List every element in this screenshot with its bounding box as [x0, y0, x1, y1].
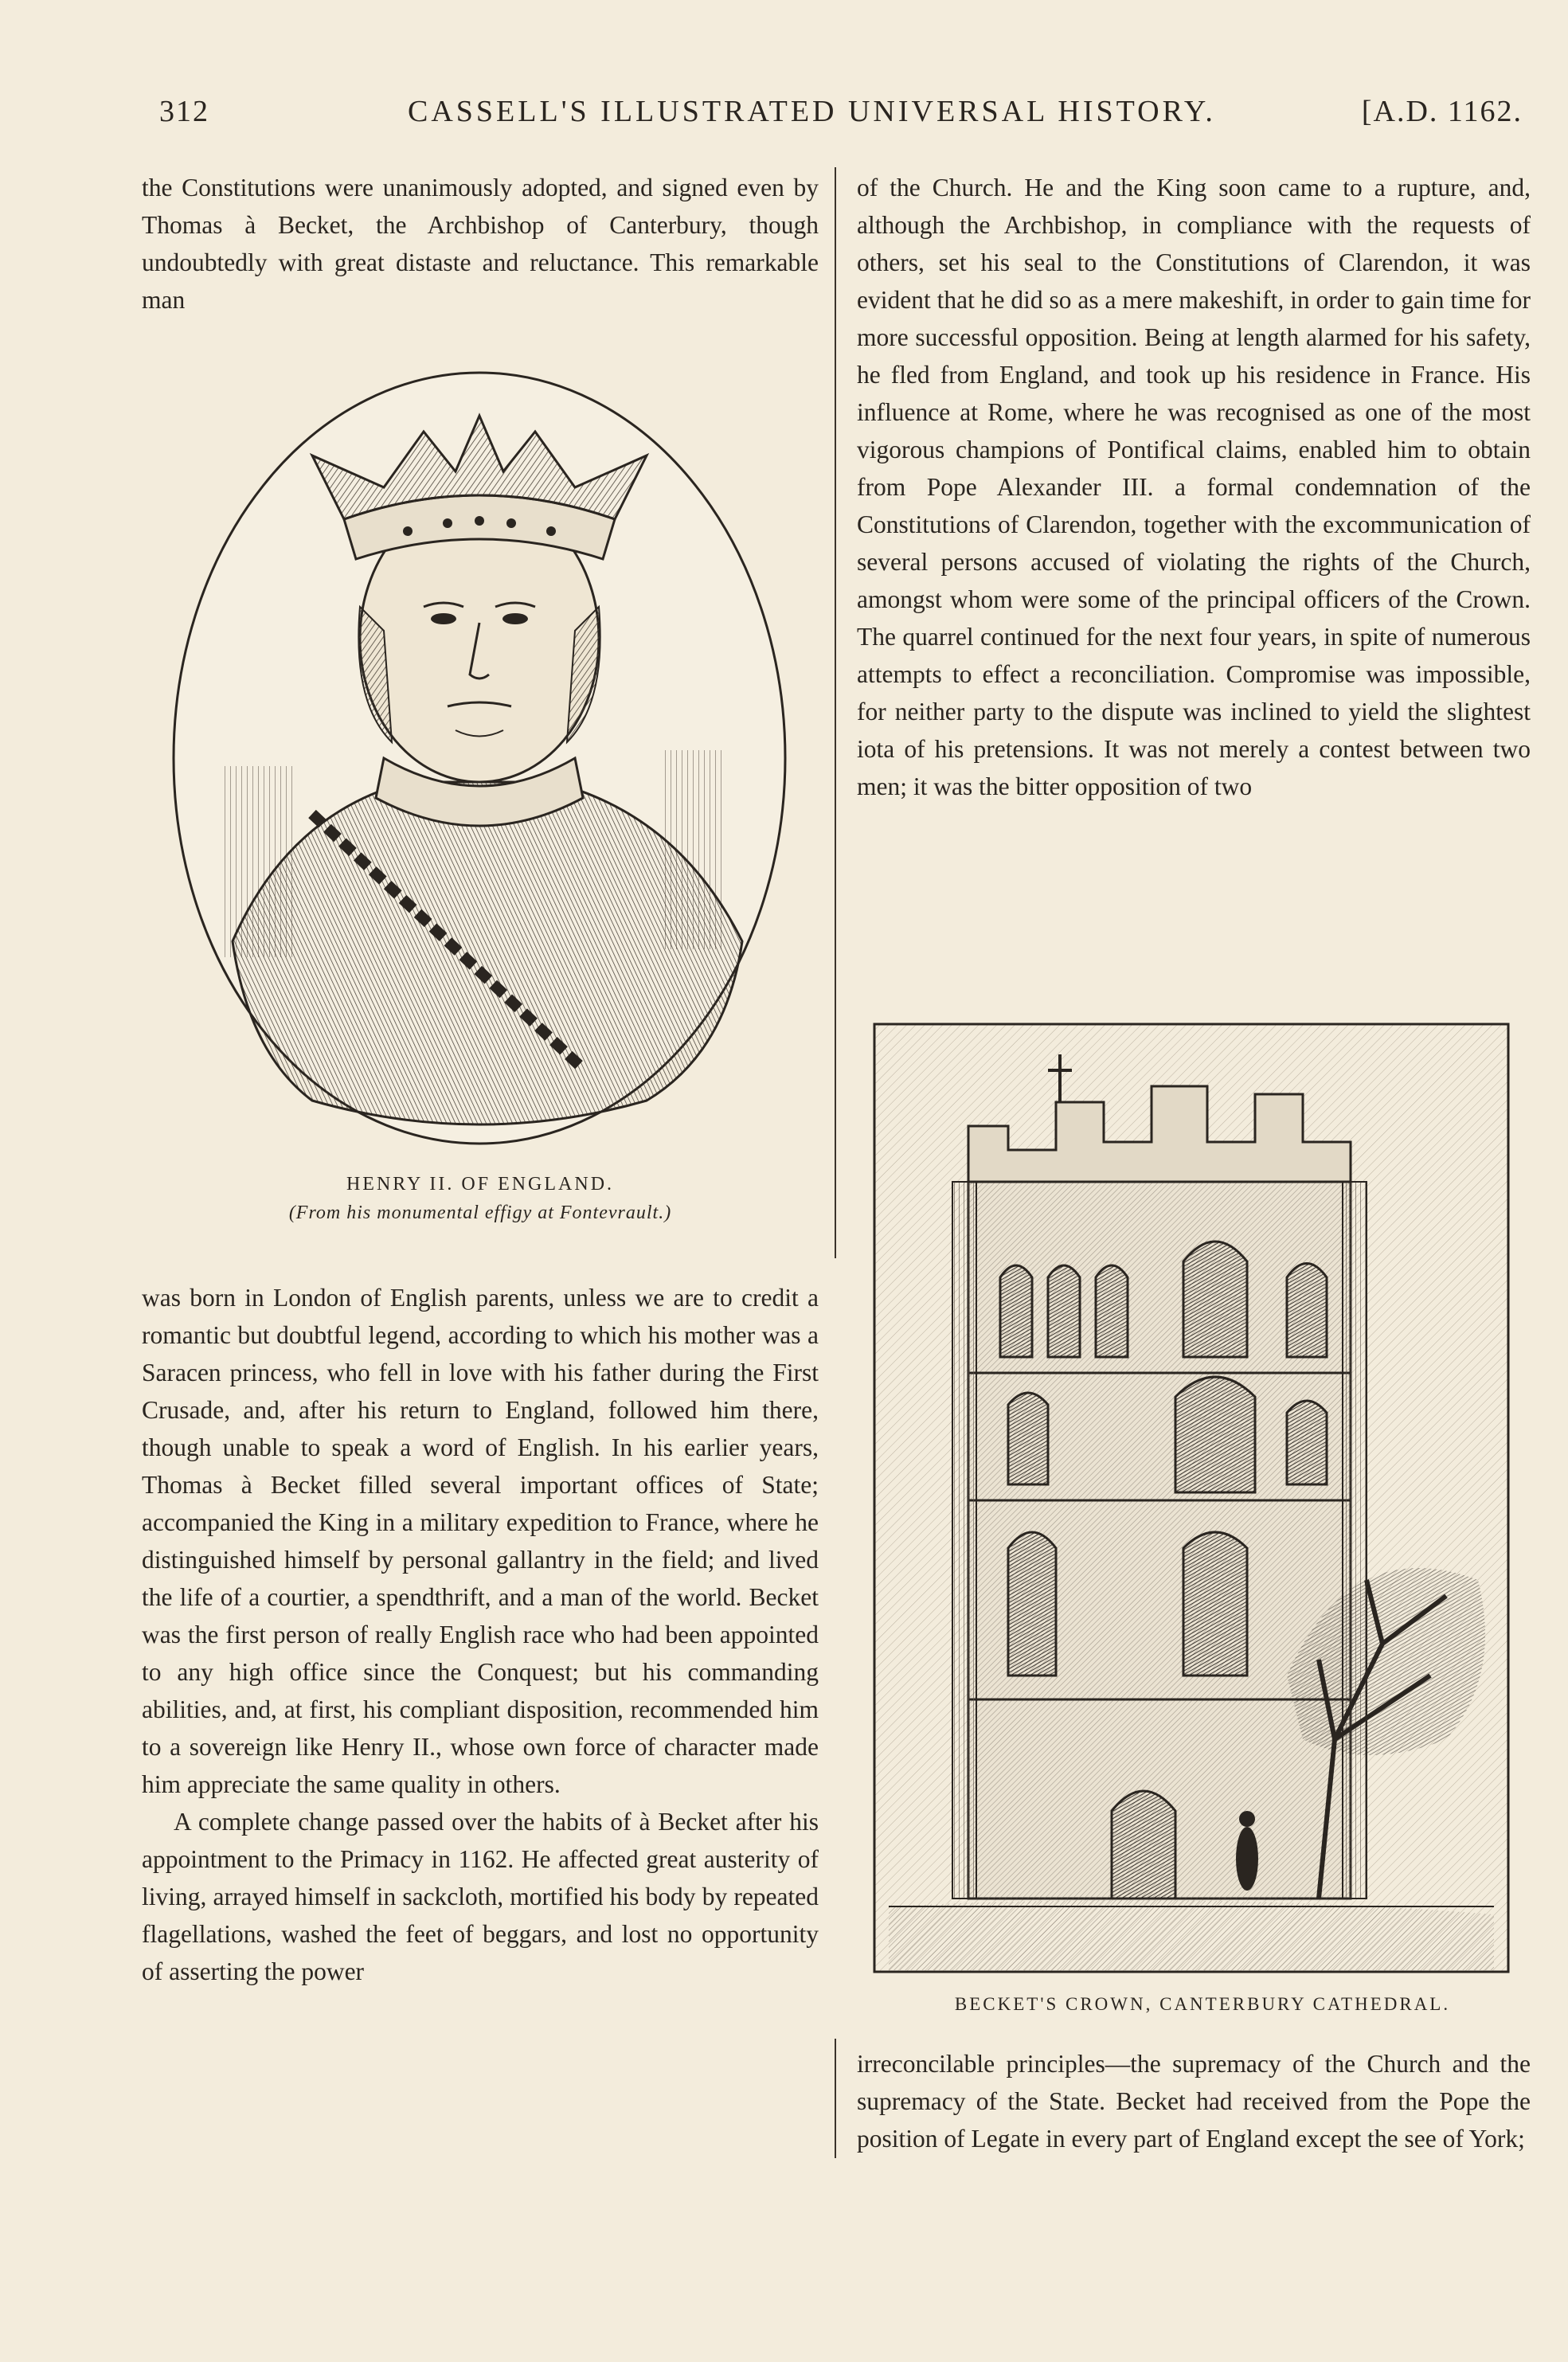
paragraph: A complete change passed over the habits of à Becket after his appointment to the Primacy in 1162. He affected great austerity of living, arrayed himself in sackcloth, mortified his body by repeated flagellations, washed the feet of beggars, and lost no opportunity of asserting the power — [142, 1808, 819, 1985]
cathedral-caption: BECKET'S CROWN, CANTERBURY CATHEDRAL. — [954, 1994, 1451, 2014]
portrait-subcaption: (From his monumental effigy at Fontevrault.) — [288, 1203, 672, 1223]
left-column-bottom — [142, 1279, 819, 1990]
running-title: CASSELL'S ILLUSTRATED UNIVERSAL HISTORY. — [408, 95, 1216, 128]
paragraph: irreconcilable principles—the supremacy of the Church and the supremacy of the State. Becket had received from the Pope the position of Legate in every part of England except the see of York; — [857, 2050, 1531, 2153]
page-number: 312 — [159, 95, 209, 128]
page-header — [137, 94, 1523, 134]
portrait-caption: HENRY II. OF ENGLAND. — [346, 1174, 615, 1195]
paragraph: was born in London of English parents, unless we are to credit a romantic but doubtful legend, according to which his mother was a Saracen princess, who fell in love with his father during the First Crusade, and, after his return to England, followed him there, though unable to speak a word of English. In his earlier years, Thomas à Becket filled several important offices of State; accompanied the King in a military expedition to France, where he distinguished himself by personal gallantry in the field; and lived the life of a courtier, a spendthrift, and a man of the world. Becket was the first person of really English race who had been appointed to any high office since the Conquest; but his commanding abilities, and, at first, his compliant disposition, recommended him to a sovereign like Henry II., whose own force of character made him appreciate the same quality in others. — [142, 1284, 819, 1798]
canterbury-cathedral-illustration — [873, 1023, 1510, 1973]
right-column-bottom — [857, 2045, 1531, 2157]
paragraph: the Constitutions were unanimously adopted, and signed even by Thomas à Becket, the Archbishop of Canterbury, though undoubtedly with great distaste and reluctance. This remarkable man — [142, 174, 819, 314]
column-rule-lower — [835, 2039, 836, 2158]
left-column-top — [142, 169, 819, 319]
column-rule — [835, 167, 836, 1258]
header-date: [A.D. 1162. — [1361, 95, 1523, 128]
paragraph: of the Church. He and the King soon came to a rupture, and, although the Archbishop, in compliance with the requests of others, set his seal to the Constitutions of Clarendon, it was evident that he did so as a mere makeshift, in order to gain time for more successful opposition. Being at length alarmed for his safety, he fled from England, and took up his residence in France. His influence at Rome, where he was recognised as one of the most vigorous champions of Pontifical claims, enabled him to obtain from Pope Alexander III. a formal condemnation of the Constitutions of Clarendon, together with the excommunication of several persons accused of violating the rights of the Church, amongst whom were some of the principal officers of the Crown. The quarrel continued for the next four years, in spite of numerous attempts to effect a reconciliation. Compromise was impossible, for neither party to the dispute was inclined to yield the slightest iota of his pretensions. It was not merely a contest between two men; it was the bitter opposition of two — [857, 174, 1531, 800]
henry-ii-portrait — [169, 368, 790, 1148]
right-column-top — [857, 169, 1531, 805]
